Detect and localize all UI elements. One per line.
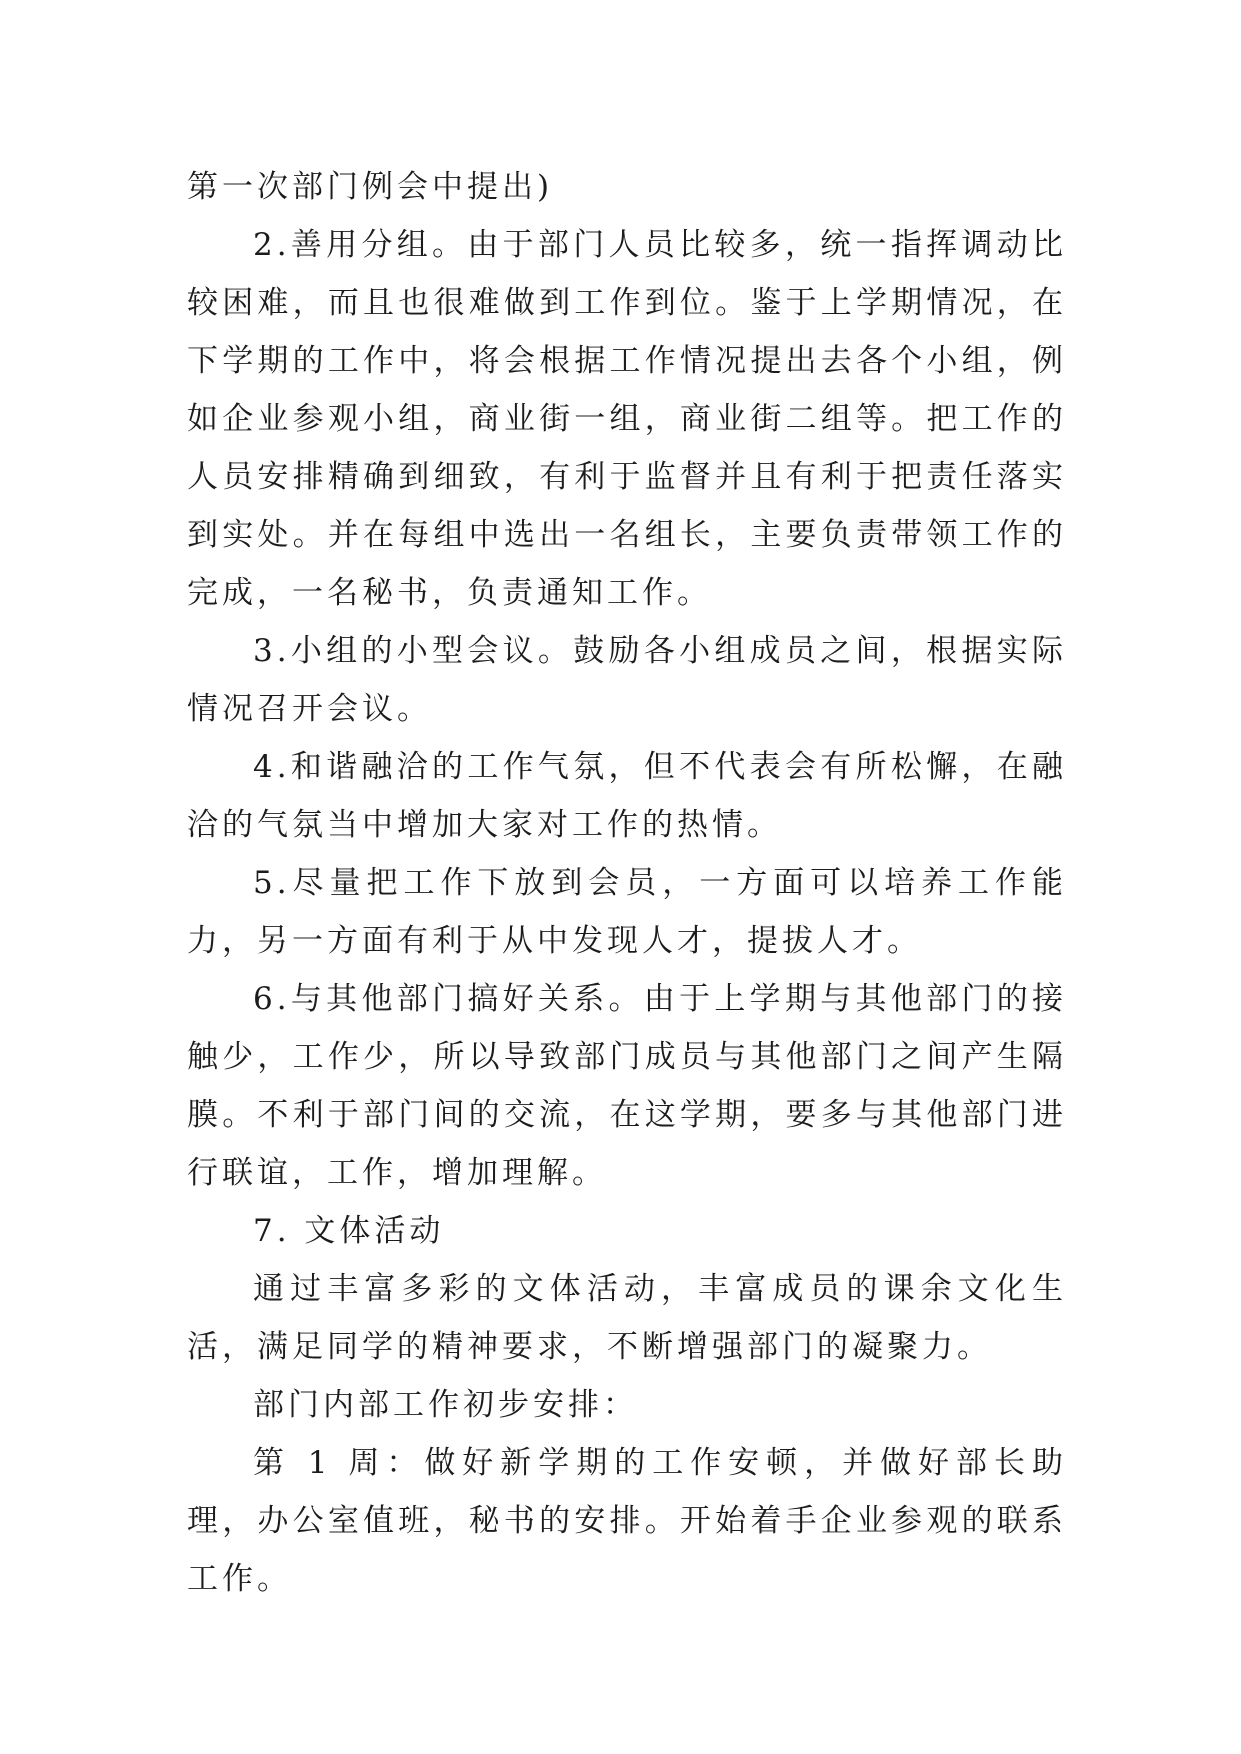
paragraph-item-3-meetings: 3.小组的小型会议。鼓励各小组成员之间，根据实际情况召开会议。	[187, 633, 1067, 727]
paragraph-item-2-grouping: 2.善用分组。由于部门人员比较多，统一指挥调动比较困难，而且也很难做到工作到位。鉴于上学期情况，在下学期的工作中，将会根据工作情况提出去各个小组，例如企业参观小组，商业街一组，商业街二组等。把工作的人员安排精确到细致，有利于监督并且有利于把责任落实到实处。并在每组中选出一名组长，主要负责带领工作的完成，一名秘书，负责通知工作。	[187, 227, 1067, 611]
paragraph-item-4-atmosphere: 4.和谐融洽的工作气氛，但不代表会有所松懈，在融洽的气氛当中增加大家对工作的热情。	[187, 749, 1067, 843]
document-body	[187, 158, 1067, 1608]
paragraph-item-7-heading: 7. 文体活动	[253, 1213, 445, 1249]
paragraph-item-7-body: 通过丰富多彩的文体活动，丰富成员的课余文化生活，满足同学的精神要求，不断增强部门的凝聚力。	[187, 1271, 1067, 1365]
paragraph-item-6-relations: 6.与其他部门搞好关系。由于上学期与其他部门的接触少，工作少，所以导致部门成员与其他部门之间产生隔膜。不利于部门间的交流，在这学期，要多与其他部门进行联谊，工作，增加理解。	[187, 981, 1067, 1191]
paragraph-week-1: 第 1 周：做好新学期的工作安顿，并做好部长助理，办公室值班，秘书的安排。开始着手企业参观的联系工作。	[187, 1445, 1067, 1597]
paragraph-continuation: 第一次部门例会中提出)	[187, 169, 554, 205]
paragraph-schedule-heading: 部门内部工作初步安排：	[253, 1387, 638, 1423]
paragraph-item-5-delegation: 5.尽量把工作下放到会员，一方面可以培养工作能力，另一方面有利于从中发现人才，提拔人才。	[187, 865, 1067, 959]
